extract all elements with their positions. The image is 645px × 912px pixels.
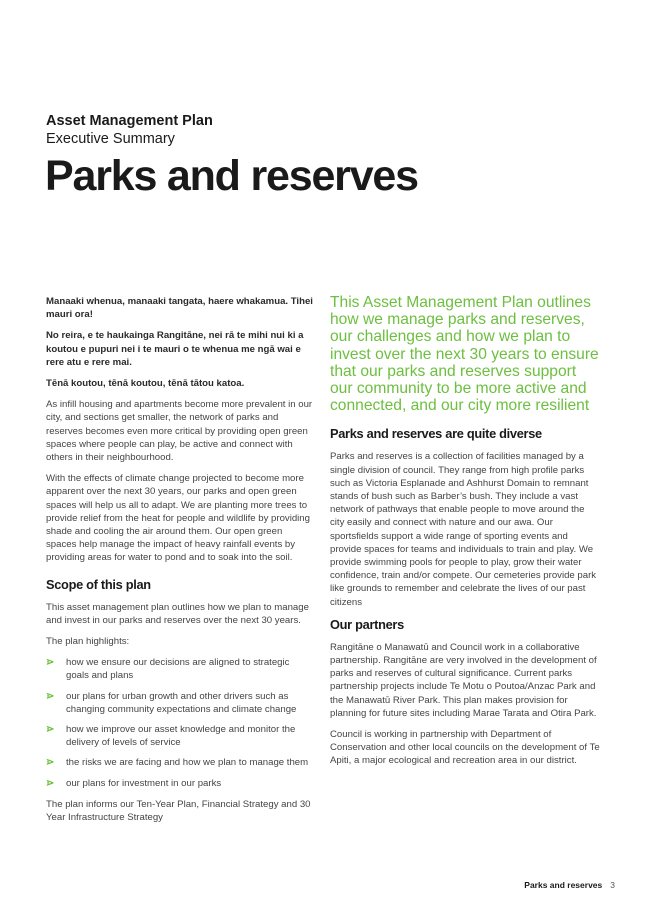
partners-paragraph-1: Rangitāne o Manawatū and Council work in a collaborative partnership. Rangitāne are very involved in the development of parks and reserves of cultural significance. Current parks partnership projects include Te Motu o Poutoa/Anzac Park and the Manawatū River Park. This plan makes provision for planning for future sites including Marae Tarata and Otira Park. xyxy=(330,641,597,719)
page-footer xyxy=(524,880,615,890)
partners-heading: Our partners xyxy=(330,616,404,632)
chevron-bullet-icon: ⋗ xyxy=(46,777,55,789)
intro-paragraph-climate: With the effects of climate change projected to become more apparent over the next 30 years, our parks and open green spaces will help us all to adapt. We are planting more trees to provide relief from the heat for people and wildlife by providing shade and cooling the air around them. Our open green spaces help manage the impact of heavy rainfall events by providing areas for water to pond and to soak into the soil. xyxy=(46,473,310,564)
diverse-heading: Parks and reserves are quite diverse xyxy=(330,426,542,442)
maori-greeting-3: Tēnā koutou, tēnā koutou, tēnā tātou katoa. xyxy=(46,378,245,390)
green-intro-statement: This Asset Management Plan outlines how we manage parks and reserves, our challenges and how we plan to invest over the next 30 years to ensure that our parks and reserves support our community to be more active and connected, and our city more resilient xyxy=(330,294,599,415)
page-title: Parks and reserves xyxy=(45,152,418,200)
list-item-text: how we ensure our decisions are aligned to strategic goals and plans xyxy=(66,657,290,682)
document-title: Asset Management Plan xyxy=(46,113,213,129)
list-item xyxy=(46,756,314,769)
list-item-text: our plans for investment in our parks xyxy=(66,777,222,789)
scope-paragraph: This asset management plan outlines how we plan to manage and invest in our parks and reserves over the next 30 years. xyxy=(46,601,309,626)
diverse-paragraph: Parks and reserves is a collection of facilities managed by a single division of council. They range from high profile parks such as Victoria Esplanade and Ashhurst Domain to remnant stands of bush such as Barber’s bush. They include a vast network of pathways that enable people to move around the city easily and connect with nature and our awa. Our sportsfields support a wide range of sporting events and provide spaces for teams and individuals to train and play. We provide swimming pools for people to play, grow their water confidence, train and/or compete. Our cemeteries provide park like grounds to remember and celebrate the lives of our past citizens xyxy=(330,451,597,608)
maori-greeting-2: No reira, e te haukainga Rangitāne, nei rā te mihi nui ki a koutou e pupuri nei i te mauri o te whenua me ngā wai e rere atu e rere mai. xyxy=(46,330,304,368)
highlights-list xyxy=(46,656,314,790)
list-item-text: our plans for urban growth and other drivers such as changing community expectations and climate change xyxy=(66,690,297,715)
left-column xyxy=(46,295,314,832)
scope-heading: Scope of this plan xyxy=(46,576,151,592)
chevron-bullet-icon: ⋗ xyxy=(46,657,55,669)
closing-paragraph: The plan informs our Ten-Year Plan, Financial Strategy and 30 Year Infrastructure Strategy xyxy=(46,798,311,824)
list-item xyxy=(46,690,314,716)
highlights-intro: The plan highlights: xyxy=(46,636,130,648)
chevron-bullet-icon: ⋗ xyxy=(46,724,55,736)
chevron-bullet-icon: ⋗ xyxy=(46,690,55,702)
footer-section-name: Parks and reserves xyxy=(524,880,603,890)
chevron-bullet-icon: ⋗ xyxy=(46,757,55,769)
maori-greeting-1: Manaaki whenua, manaaki tangata, haere whakamua. Tihei mauri ora! xyxy=(46,296,313,321)
list-item-text: the risks we are facing and how we plan to manage them xyxy=(66,757,309,769)
list-item xyxy=(46,777,314,790)
document-header xyxy=(46,113,213,148)
list-item xyxy=(46,723,314,749)
list-item-text: how we improve our asset knowledge and monitor the delivery of levels of service xyxy=(66,724,296,749)
intro-paragraph-housing: As infill housing and apartments become more prevalent in our city, and sections get smaller, the network of parks and reserves becomes even more critical by providing open green spaces where people can play, be active and connect with others in their neighbourhood. xyxy=(46,399,313,464)
right-column xyxy=(330,294,600,776)
list-item xyxy=(46,656,314,682)
partners-paragraph-2: Council is working in partnership with Department of Conservation and other local councils on the development of Te Apiti, a major ecological and recreation area in our district. xyxy=(330,729,600,767)
page-number: 3 xyxy=(610,880,615,890)
document-subtitle: Executive Summary xyxy=(46,131,175,147)
